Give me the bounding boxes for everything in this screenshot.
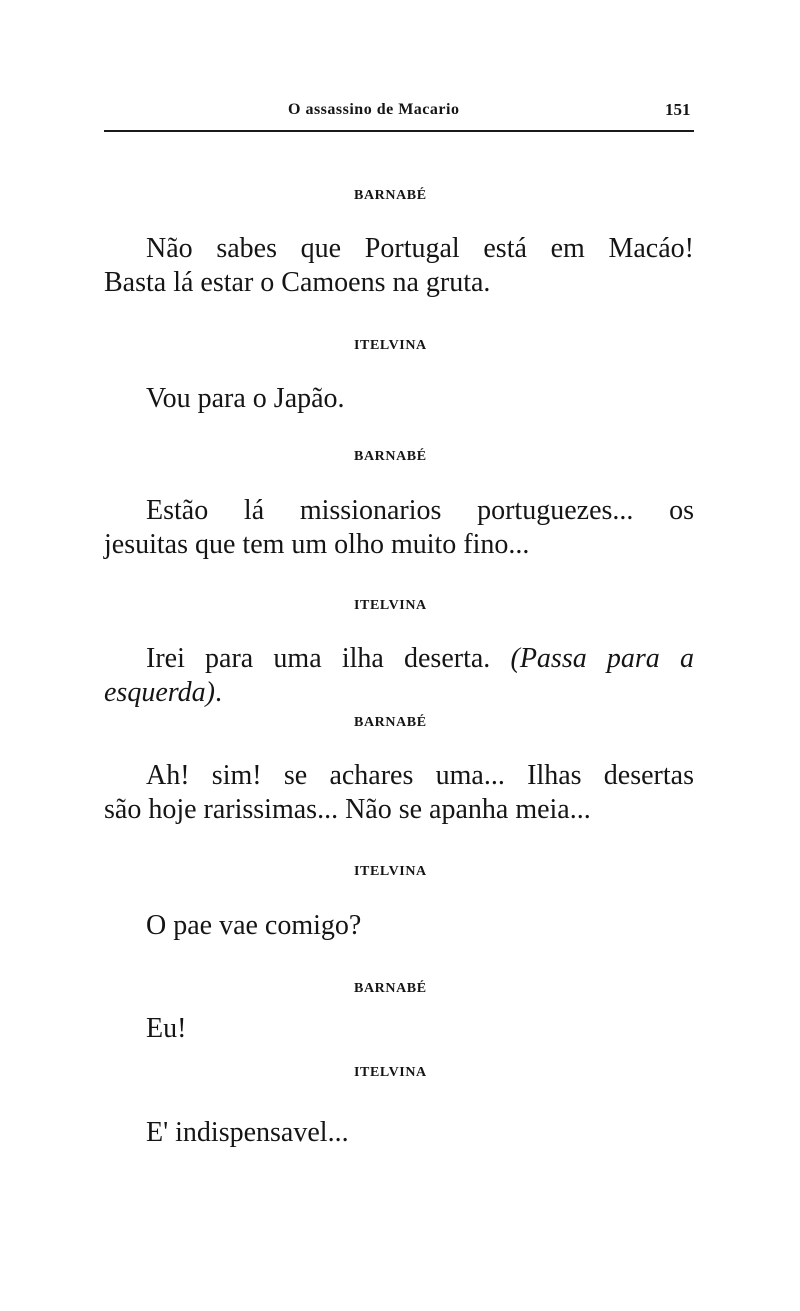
speech-itelvina-ilha (104, 642, 694, 710)
header-rule (104, 130, 694, 132)
speech-line: Basta lá estar o Camoens na gruta. (104, 267, 491, 298)
speech-text: . (214, 677, 222, 708)
speaker-barnabe: BARNABÉ (354, 449, 427, 464)
speaker-itelvina: ITELVINA (354, 598, 427, 613)
speech-line: Vou para o Japão. (146, 383, 345, 414)
speech-text: Irei para uma ilha deserta. (146, 643, 491, 674)
speaker-itelvina: ITELVINA (354, 338, 427, 353)
speech-line: Eu! (146, 1013, 187, 1044)
stage-direction: (Passa para a (510, 643, 695, 674)
speech-line: são hoje rarissimas... Não se apanha meia... (104, 794, 591, 825)
speech-barnabe-missionarios (104, 494, 694, 562)
speech-itelvina-indispensavel (146, 1116, 349, 1150)
speaker-barnabe: BARNABÉ (354, 188, 427, 203)
speaker-barnabe: BARNABÉ (354, 981, 427, 996)
speech-line: Ah! sim! se achares uma... Ilhas desertas (146, 760, 694, 791)
speech-line: E' indispensavel... (146, 1117, 349, 1148)
speech-barnabe-ilhas (104, 759, 694, 827)
speech-line: Não sabes que Portugal está em Macáo! (146, 233, 694, 264)
speech-barnabe-eu (146, 1012, 186, 1046)
running-title: O assassino de Macario (288, 101, 460, 118)
speech-line: jesuitas que tem um olho muito fino... (104, 529, 530, 560)
speech-line (104, 676, 694, 710)
speech-itelvina-japao (146, 382, 345, 416)
speech-line: Estão lá missionarios portuguezes... os (146, 495, 694, 526)
page-number: 151 (665, 100, 691, 119)
stage-direction: esquerda) (104, 677, 215, 708)
speech-barnabe-portugal (104, 232, 694, 300)
speech-itelvina-pae (146, 909, 361, 943)
speech-line (104, 642, 694, 676)
speaker-barnabe: BARNABÉ (354, 715, 427, 730)
speaker-itelvina: ITELVINA (354, 864, 427, 879)
speaker-itelvina: ITELVINA (354, 1065, 427, 1080)
speech-line: O pae vae comigo? (146, 910, 362, 941)
